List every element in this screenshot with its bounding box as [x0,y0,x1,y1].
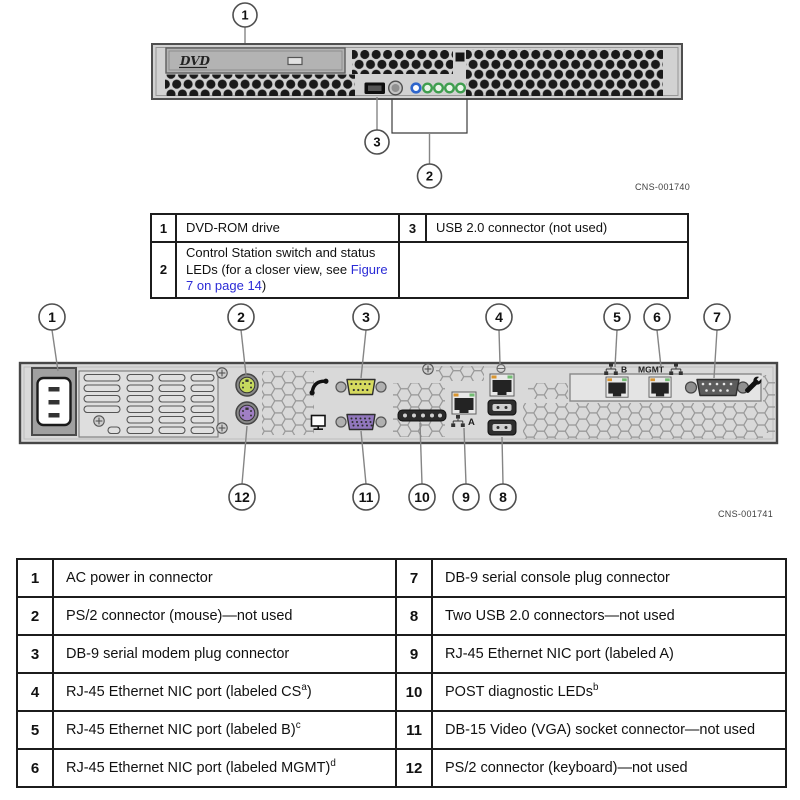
callout-7 [704,304,730,330]
figure-code-front: CNS-001740 [634,182,690,192]
callout-number-cell: 7 [396,559,432,597]
port-cs-icon [497,365,505,373]
front-panel-diagram [0,0,800,200]
port-label-mgmt: MGMT [638,364,664,375]
callout-number-cell: 1 [17,559,53,597]
callout-number-cell: 1 [151,214,176,242]
description-cell: USB 2.0 connector (not used) [426,214,688,242]
description-cell: DVD-ROM drive [176,214,399,242]
description-cell: RJ-45 Ethernet NIC port (labeled MGMT)$^d$ [53,749,396,787]
led-green [434,84,443,93]
power-switch [389,81,403,95]
rear-honeycomb-vent [436,366,484,381]
callout-3 [353,304,379,330]
callout-2 [418,164,442,188]
description-cell: PS/2 connector (mouse)—not used [53,597,396,635]
description-cell: RJ-45 Ethernet NIC port (labeled A) [432,635,786,673]
callout-3 [365,130,389,154]
callout-number-cell: 3 [17,635,53,673]
rear-honeycomb-vent [528,383,568,399]
table-row [17,559,786,597]
callout-1 [39,304,65,330]
description-cell: DB-9 serial modem plug connector [53,635,396,673]
callout-number-cell: 6 [17,749,53,787]
port-label-b: B [621,364,628,375]
callout-number-cell: 2 [17,597,53,635]
table-row [17,673,786,711]
screw-icon [423,364,433,374]
rj45-port-a [452,392,476,414]
dvd-drive [166,48,345,73]
rear-usb-port [488,420,516,435]
svg-text:3: 3 [362,309,370,325]
front-panel-figure [0,0,800,205]
callout-number-cell: 8 [396,597,432,635]
led-green [423,84,432,93]
callout-number-cell: 9 [396,635,432,673]
rj45-port-mgmt [649,377,671,397]
callout-4 [486,304,512,330]
rear-honeycomb-vent [523,403,763,439]
description-text: Control Station switch and status LEDs (for a closer view, see [186,245,376,277]
rear-panel-table [16,558,787,788]
status-leds [412,84,465,93]
led-green [456,84,465,93]
dvd-logo: DVD [180,54,210,68]
description-cell: Two USB 2.0 connectors—not used [432,597,786,635]
callout-number-cell: 3 [399,214,426,242]
svg-text:3: 3 [373,134,381,150]
ps2-keyboard-port [236,402,258,424]
rear-honeycomb-vent [262,371,314,435]
svg-text:1: 1 [241,7,249,23]
callout-number-cell: 11 [396,711,432,749]
rear-usb-port [488,400,516,415]
table-row [17,597,786,635]
callout-12 [229,484,255,510]
description-cell: DB-9 serial console plug connector [432,559,786,597]
rj45-port-cs [490,374,514,396]
callout-10 [409,484,435,510]
dvd-eject-button [288,58,302,65]
empty-cell [399,242,688,298]
svg-text:9: 9 [462,489,470,505]
svg-text:10: 10 [414,489,430,505]
table-row [17,749,786,787]
callout-number-cell: 12 [396,749,432,787]
callout-number-cell: 5 [17,711,53,749]
port-label-a: A [468,417,475,428]
callout-9 [453,484,479,510]
svg-text:4: 4 [495,309,503,325]
slot-vent-panel [79,371,218,437]
led-green [445,84,454,93]
svg-text:2: 2 [237,309,245,325]
table-row [151,242,688,298]
front-panel-table [150,213,689,299]
description-cell: RJ-45 Ethernet NIC port (labeled B)$^c$ [53,711,396,749]
led-blue [412,84,421,93]
ac-power-inlet [32,368,76,435]
callout-number-cell: 2 [151,242,176,298]
svg-text:8: 8 [499,489,507,505]
callout-8 [490,484,516,510]
figure-code-rear: CNS-001741 [717,509,773,519]
callout-6 [644,304,670,330]
rear-honeycomb-vent [763,375,775,433]
table-row [17,635,786,673]
description-cell: POST diagnostic LEDs$^b$ [432,673,786,711]
front-vent-left [165,75,355,97]
rear-panel-diagram [0,295,800,525]
screw-icon [217,423,227,433]
table-row [151,214,688,242]
description-cell: RJ-45 Ethernet NIC port (labeled $CS^a$) [53,673,396,711]
front-vent-right [466,49,663,96]
callout-1 [233,3,257,27]
callout-line [502,437,503,484]
callout-line [499,330,500,364]
description-text: ) [261,278,267,293]
figure-7-link[interactable]: Figure 7 on page 14 [186,261,388,293]
table-row [17,711,786,749]
description-cell: AC power in connector [53,559,396,597]
callout-5 [604,304,630,330]
description-cell: DB-15 Video (VGA) socket connector—not used [432,711,786,749]
screw-icon [94,416,104,426]
rj45-port-b [606,377,628,397]
rear-panel-figure [0,295,800,530]
description-cell [176,242,399,298]
ps2-mouse-port [236,374,258,396]
callout-11 [353,484,379,510]
front-square-cutout [456,53,465,62]
screw-icon [217,368,227,378]
svg-text:7: 7 [713,309,721,325]
svg-text:12: 12 [234,489,250,505]
svg-text:5: 5 [613,309,621,325]
svg-text:11: 11 [358,489,374,505]
callout-number-cell: 4 [17,673,53,711]
callout-2 [228,304,254,330]
description-cell: PS/2 connector (keyboard)—not used [432,749,786,787]
post-diagnostic-leds [398,410,446,421]
callout-line [657,330,661,367]
callout-number-cell: 10 [396,673,432,711]
callout-2-bracket [392,99,467,133]
front-vent-middle [352,50,453,74]
svg-text:1: 1 [48,309,56,325]
front-usb-port [365,83,386,95]
svg-text:2: 2 [425,168,434,184]
svg-text:6: 6 [653,309,661,325]
callout-line [615,330,617,367]
